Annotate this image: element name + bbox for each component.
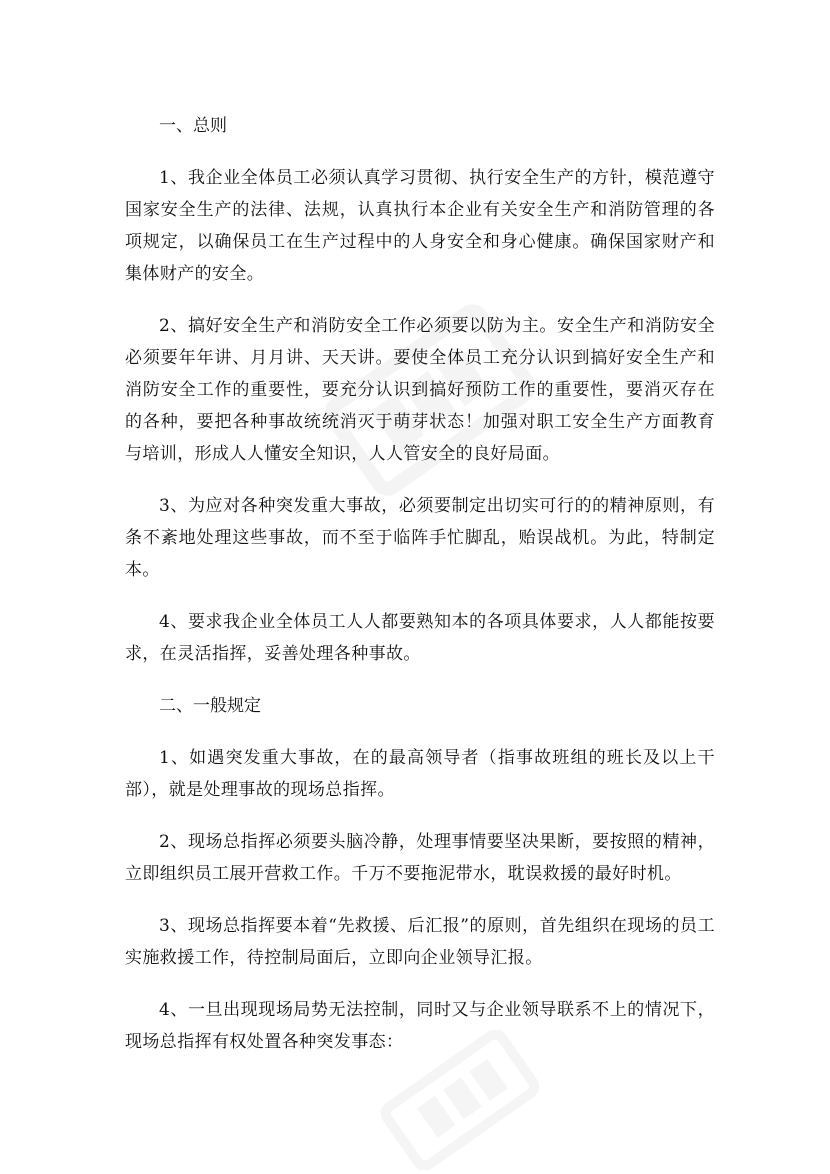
paragraph-2-2: 2、现场总指挥必须要头脑冷静，处理事情要坚决果断，要按照的精神，立即组织员工展开营救工作。千万不要拖泥带水，耽误救援的最好时机。 — [125, 832, 715, 884]
section-heading-rules: 二、一般规定 — [159, 696, 261, 716]
paragraph-2-3: 3、现场总指挥要本着“先救援、后汇报”的原则，首先组织在现场的员工实施救援工作，待控制局面后，立即向企业领导汇报。 — [125, 916, 715, 968]
paragraph-1-3: 3、为应对各种突发重大事故，必须要制定出切实可行的的精神原则，有条不紊地处理这些事故，而不至于临阵手忙脚乱，贻误战机。为此，特制定本。 — [125, 496, 715, 580]
paragraph-2-1: 1、如遇突发重大事故，在的最高领导者（指事故班组的班长及以上干部），就是处理事故的现场总指挥。 — [125, 748, 715, 800]
section-heading-general: 一、总则 — [159, 116, 227, 136]
paragraph-1-1: 1、我企业全体员工必须认真学习贯彻、执行安全生产的方针，模范遵守国家安全生产的法律、法规，认真执行本企业有关安全生产和消防管理的各项规定，以确保员工在生产过程中的人身安全和身心健康。确保国家财产和集体财产的安全。 — [125, 168, 715, 284]
paragraph-1-2: 2、搞好安全生产和消防安全工作必须要以防为主。安全生产和消防安全必须要年年讲、月月讲、天天讲。要使全体员工充分认识到搞好安全生产和消防安全工作的重要性，要充分认识到搞好预防工作的重要性，要消灭存在的各种，要把各种事故统统消灭于萌芽状态！加强对职工安全生产方面教育与培训，形成人人懂安全知识，人人管安全的良好局面。 — [125, 316, 715, 464]
paragraph-1-4: 4、要求我企业全体员工人人都要熟知本的各项具体要求，人人都能按要求，在灵活指挥，妥善处理各种事故。 — [125, 612, 715, 664]
document-body — [125, 110, 715, 1078]
paragraph-2-4: 4、一旦出现现场局势无法控制，同时又与企业领导联系不上的情况下，现场总指挥有权处置各种突发事态： — [125, 1000, 715, 1052]
